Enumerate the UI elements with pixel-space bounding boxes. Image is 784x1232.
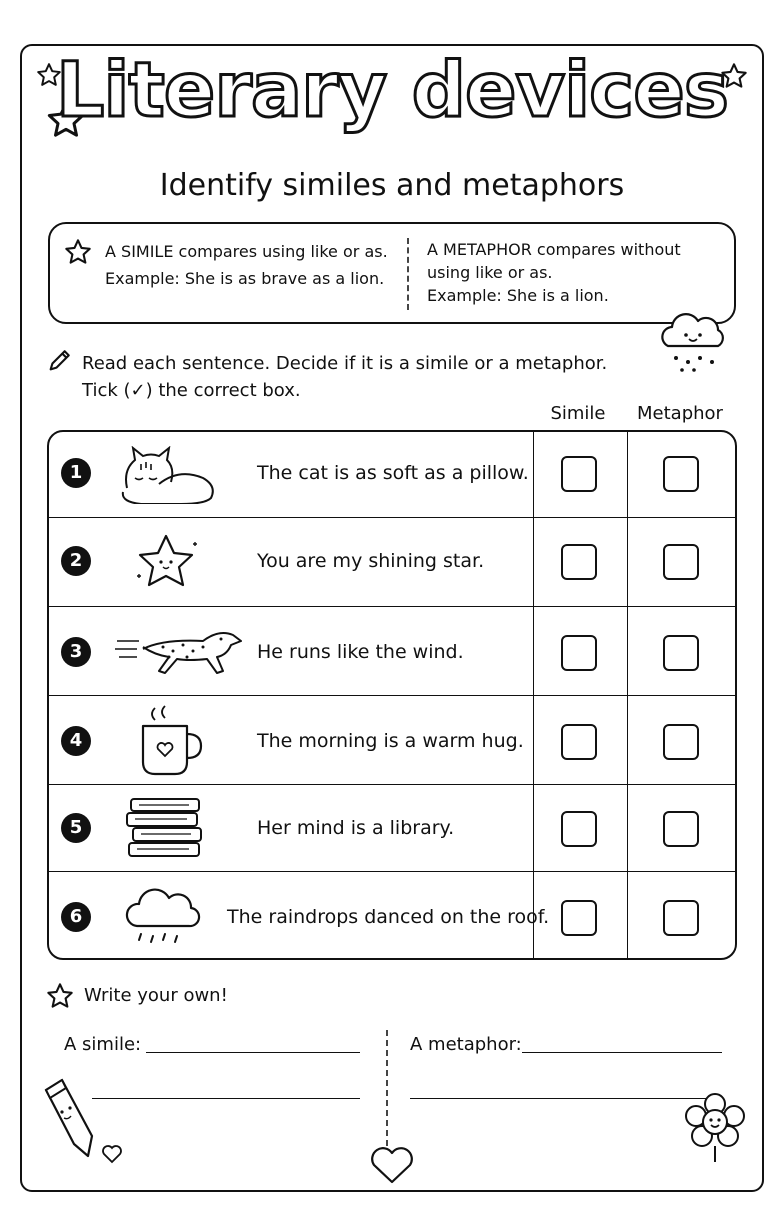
metaphor-column-header: Metaphor [637,403,723,424]
sentence-text: You are my shining star. [257,550,485,572]
row-number: 1 [61,458,91,488]
row-number: 6 [61,902,91,932]
metaphor-label: A metaphor: [410,1034,522,1055]
sentence-text: The raindrops danced on the roof. [227,906,550,928]
instructions [82,350,642,404]
page-subtitle: Identify similes and metaphors [159,168,625,203]
row-number: 5 [61,813,91,843]
instruction-line: Read each sentence. Decide if it is a simile or a metaphor. [82,353,608,374]
table-row [49,695,735,784]
table-row [49,871,735,960]
metaphor-checkbox[interactable] [663,811,699,847]
simile-answer-line[interactable] [92,1098,360,1099]
sleeping-cat-icon [119,446,219,504]
metaphor-checkbox[interactable] [663,544,699,580]
sentence-text: The cat is as soft as a pillow. [257,462,529,484]
write-own-title: Write your own! [84,985,228,1006]
metaphor-checkbox[interactable] [663,635,699,671]
smiling-flower-icon [680,1090,750,1164]
row-number: 3 [61,637,91,667]
metaphor-checkbox[interactable] [663,724,699,760]
instruction-line: Tick (✓) the correct box. [82,380,301,401]
simile-checkbox[interactable] [561,456,597,492]
star-icon [46,982,74,1010]
metaphor-checkbox[interactable] [663,456,699,492]
metaphor-example-line: Example: She is a lion. [427,286,609,305]
table-row [49,517,735,606]
simile-checkbox[interactable] [561,900,597,936]
simile-checkbox[interactable] [561,724,597,760]
metaphor-checkbox[interactable] [663,900,699,936]
metaphor-definition [427,238,727,307]
simile-definition [105,238,405,292]
metaphor-answer-line[interactable] [522,1052,722,1053]
simile-label: A simile: [64,1034,142,1055]
sentence-text: Her mind is a library. [257,817,455,839]
star-icon [64,238,92,266]
sentence-table [47,430,737,960]
sentence-text: He runs like the wind. [257,641,464,663]
row-number: 4 [61,726,91,756]
simile-answer-line[interactable] [146,1052,360,1053]
answer-divider [386,1030,388,1156]
metaphor-definition-line: using like or as. [427,263,553,282]
book-stack-icon [125,795,205,861]
heart-icon [368,1146,416,1186]
smiling-cloud-icon [654,306,732,378]
running-cheetah-icon [113,623,247,681]
page-title: Literary devices [56,45,728,134]
table-row [49,606,735,695]
coffee-mug-icon [137,704,207,778]
rain-cloud-icon [123,886,203,952]
metaphor-answer-line[interactable] [410,1098,722,1099]
row-number: 2 [61,546,91,576]
sentence-text: The morning is a warm hug. [257,730,524,752]
definition-divider [407,238,409,310]
pencil-icon [46,346,74,374]
simile-checkbox[interactable] [561,811,597,847]
heart-icon [100,1142,124,1164]
simile-example-line: Example: She is as brave as a lion. [105,269,385,288]
table-row [49,432,735,517]
star-icon [131,528,201,594]
pencil-icon [40,1076,94,1162]
simile-checkbox[interactable] [561,544,597,580]
table-row [49,784,735,871]
simile-definition-line: A SIMILE compares using like or as. [105,242,388,261]
simile-checkbox[interactable] [561,635,597,671]
simile-column-header: Simile [550,403,606,424]
metaphor-definition-line: A METAPHOR compares without [427,240,681,259]
